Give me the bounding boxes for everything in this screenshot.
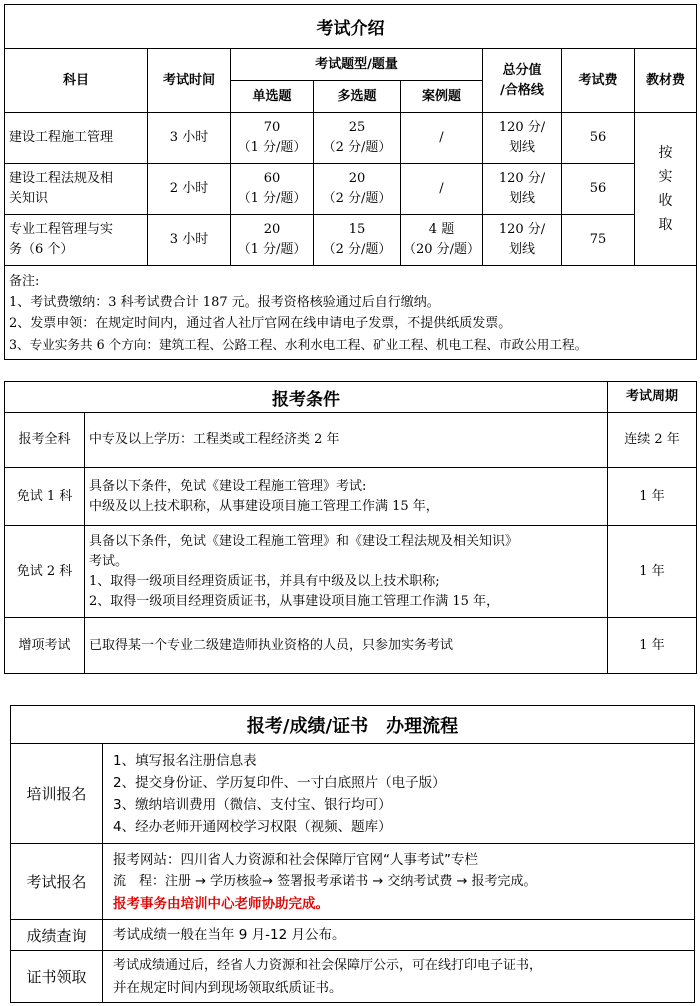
condition-period: 1 年 — [608, 468, 697, 526]
conditions-title: 报考条件 — [5, 382, 608, 413]
condition-label: 免试 2 科 — [5, 526, 85, 618]
material-fee-cell: 按 实 收 取 — [635, 113, 697, 266]
table-row — [5, 215, 697, 266]
process-title: 报考/成绩/证书 办理流程 — [11, 706, 695, 744]
subject-cell: 建设工程施工管理 — [5, 113, 148, 164]
table-row — [5, 413, 697, 468]
subject-cell: 建设工程法规及相 关知识 — [5, 164, 148, 215]
header-case: 案例题 — [401, 81, 483, 113]
assist-note: 报考事务由培训中心老师协助完成。 — [113, 895, 329, 912]
table-row — [5, 164, 697, 215]
condition-text: 具备以下条件，免试《建设工程施工管理》和《建设工程法规及相关知识》 考试。 1、取得一级项目经理资质证书，并具有中级及以上技术职称; 2、取得一级项目经理资质证书，从事建设项目施工管理工作满 15 年， — [85, 526, 608, 618]
process-steps: 考试成绩一般在当年 9 月-12 月公布。 — [103, 920, 695, 951]
multiple-cell: 20 （2 分/题） — [314, 164, 401, 215]
process-steps: 1、填写报名注册信息表 2、提交身份证、学历复印件、一寸白底照片（电子版） 3、缴纳培训费用（微信、支付宝、银行均可） 4、经办老师开通网校学习权限（视频、题库） — [103, 744, 695, 844]
condition-text: 已取得某一个专业二级建造师执业资格的人员，只参加实务考试 — [85, 618, 608, 674]
header-single-choice: 单选题 — [231, 81, 314, 113]
table-row — [11, 844, 695, 920]
fee-cell: 56 — [562, 164, 635, 215]
table-row — [11, 920, 695, 951]
process-label: 成绩查询 — [11, 920, 103, 951]
process-label: 考试报名 — [11, 844, 103, 920]
exam-intro-title: 考试介绍 — [5, 5, 697, 49]
exam-intro-table — [4, 4, 697, 360]
case-cell: / — [401, 113, 483, 164]
header-subject: 科目 — [5, 49, 148, 113]
table-row — [5, 618, 697, 674]
fee-cell: 75 — [562, 215, 635, 266]
header-question-types: 考试题型/题量 — [231, 49, 483, 81]
single-cell: 70 （1 分/题） — [231, 113, 314, 164]
time-cell: 2 小时 — [148, 164, 231, 215]
time-cell: 3 小时 — [148, 113, 231, 164]
single-cell: 60 （1 分/题） — [231, 164, 314, 215]
conditions-table — [4, 381, 697, 674]
process-label: 培训报名 — [11, 744, 103, 844]
process-steps: 报考网站：四川省人力资源和社会保障厅官网“人事考试”专栏 流 程：注册 → 学历核验→ 签署报考承诺书 → 交纳考试费 → 报考完成。 报考事务由培训中心老师协助完成。 — [103, 844, 695, 920]
total-cell: 120 分/ 划线 — [483, 113, 562, 164]
table-row — [5, 526, 697, 618]
total-cell: 120 分/ 划线 — [483, 164, 562, 215]
condition-text: 具备以下条件，免试《建设工程施工管理》考试: 中级及以上技术职称，从事建设项目施工管理工作满 15 年， — [85, 468, 608, 526]
table-row — [5, 468, 697, 526]
process-table — [10, 705, 695, 1003]
table-row — [11, 951, 695, 1003]
condition-period: 1 年 — [608, 526, 697, 618]
condition-label: 免试 1 科 — [5, 468, 85, 526]
process-steps: 考试成绩通过后，经省人力资源和社会保障厅公示，可在线打印电子证书， 并在规定时间内到现场领取纸质证书。 — [103, 951, 695, 1003]
notes: 备注: 1、考试费缴纳：3 科考试费合计 187 元。报考资格核验通过后自行缴纳。 2、发票申领：在规定时间内，通过省人社厅官网在线申请电子发票，不提供纸质发票。 3、专业实务共 6 个方向：建筑工程、公路工程、水利水电工程、矿业工程、机电工程、市政公用工程。 — [5, 266, 697, 360]
case-cell: 4 题 （20 分/题） — [401, 215, 483, 266]
time-cell: 3 小时 — [148, 215, 231, 266]
fee-cell: 56 — [562, 113, 635, 164]
condition-label: 增项考试 — [5, 618, 85, 674]
condition-text: 中专及以上学历：工程类或工程经济类 2 年 — [85, 413, 608, 468]
case-cell: / — [401, 164, 483, 215]
single-cell: 20 （1 分/题） — [231, 215, 314, 266]
condition-period: 连续 2 年 — [608, 413, 697, 468]
header-fee: 考试费 — [562, 49, 635, 113]
header-time: 考试时间 — [148, 49, 231, 113]
total-cell: 120 分/ 划线 — [483, 215, 562, 266]
multiple-cell: 15 （2 分/题） — [314, 215, 401, 266]
header-total-score: 总分值 /合格线 — [483, 49, 562, 113]
header-multiple-choice: 多选题 — [314, 81, 401, 113]
multiple-cell: 25 （2 分/题） — [314, 113, 401, 164]
table-row — [11, 744, 695, 844]
subject-cell: 专业工程管理与实 务（6 个） — [5, 215, 148, 266]
period-header: 考试周期 — [608, 382, 697, 413]
table-row — [5, 113, 697, 164]
header-material-fee: 教材费 — [635, 49, 697, 113]
condition-label: 报考全科 — [5, 413, 85, 468]
process-label: 证书领取 — [11, 951, 103, 1003]
condition-period: 1 年 — [608, 618, 697, 674]
